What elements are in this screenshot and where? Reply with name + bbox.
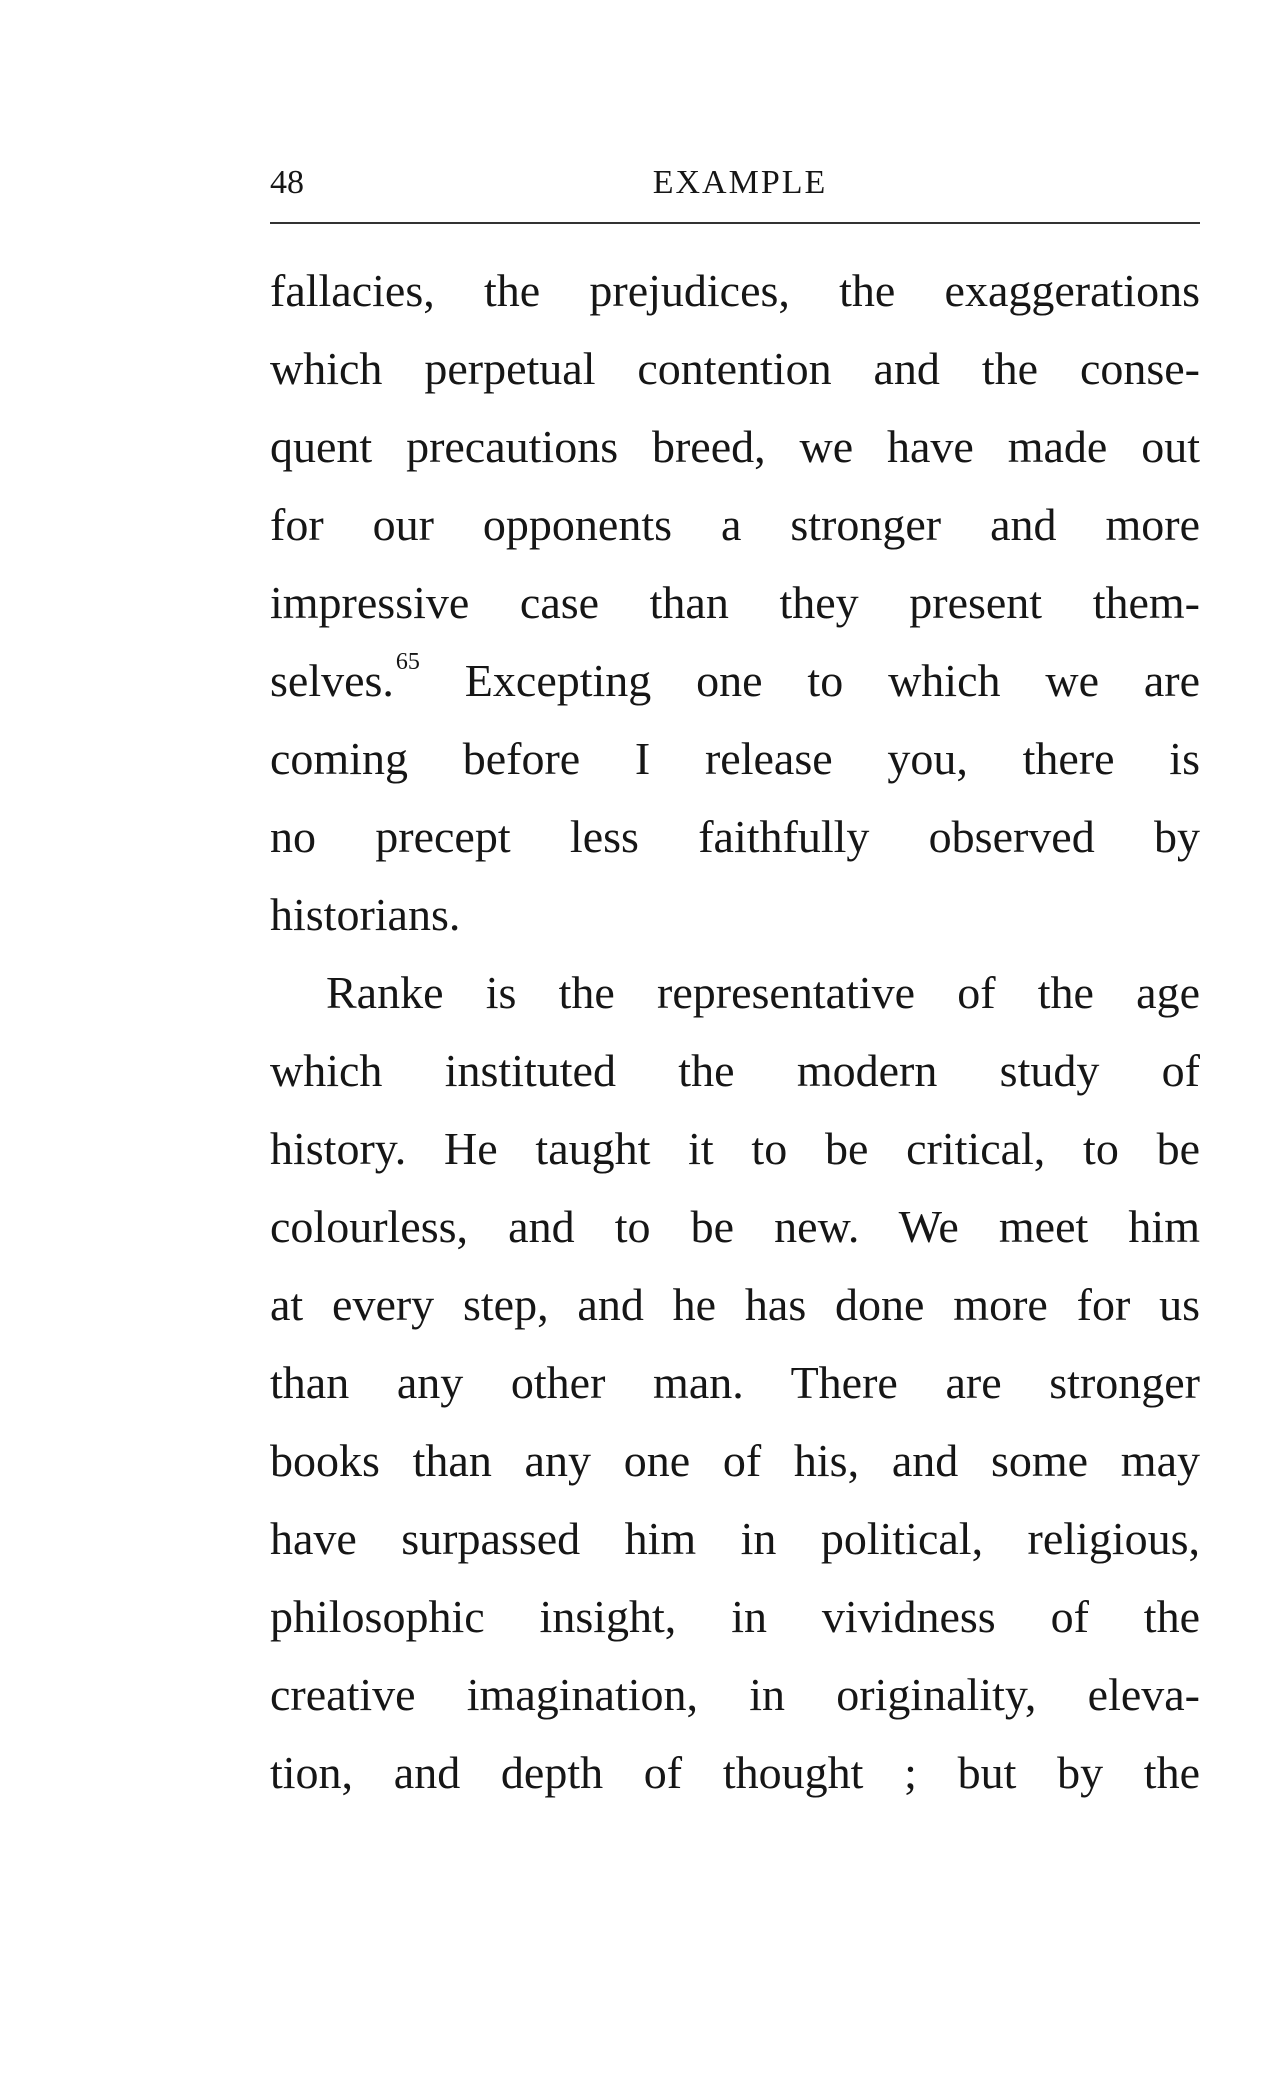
running-title: EXAMPLE <box>652 164 828 201</box>
line-rest: Excepting one to which we are <box>464 655 1201 706</box>
body-text <box>270 252 1200 1812</box>
text-line: for our opponents a stronger and more <box>270 499 1200 550</box>
text-line: no precept less faithfully observed by <box>270 811 1200 862</box>
text-line: fallacies, the prejudices, the exaggerations <box>270 265 1200 316</box>
text-line: coming before I release you, there is <box>270 733 1200 784</box>
header-rule <box>270 222 1200 224</box>
line-start: selves. <box>270 655 394 706</box>
text-line: tion, and depth of thought ; but by the <box>270 1747 1200 1798</box>
paragraph-first-line: Ranke is the representative of the age <box>326 967 1200 1018</box>
text-line: philosophic insight, in vividness of the <box>270 1591 1200 1642</box>
text-line: than any other man. There are stronger <box>270 1357 1200 1408</box>
text-line: impressive case than they present them- <box>270 577 1200 628</box>
text-line: history. He taught it to be critical, to be <box>270 1123 1200 1174</box>
text-line: at every step, and he has done more for us <box>270 1279 1200 1330</box>
text-line: historians. <box>270 889 461 940</box>
text-line: quent precautions breed, we have made out <box>270 421 1200 472</box>
footnote-reference[interactable]: 65 <box>395 649 420 675</box>
page-number: 48 <box>270 164 304 201</box>
running-head <box>270 158 1200 208</box>
text-line: books than any one of his, and some may <box>270 1435 1200 1486</box>
text-line: have surpassed him in political, religious, <box>270 1513 1200 1564</box>
text-line: creative imagination, in originality, eleva- <box>270 1669 1200 1720</box>
text-line: which perpetual contention and the conse- <box>270 343 1200 394</box>
text-line: colourless, and to be new. We meet him <box>270 1201 1200 1252</box>
text-line: which instituted the modern study of <box>270 1045 1200 1096</box>
text-line-with-footnote <box>270 642 1200 720</box>
